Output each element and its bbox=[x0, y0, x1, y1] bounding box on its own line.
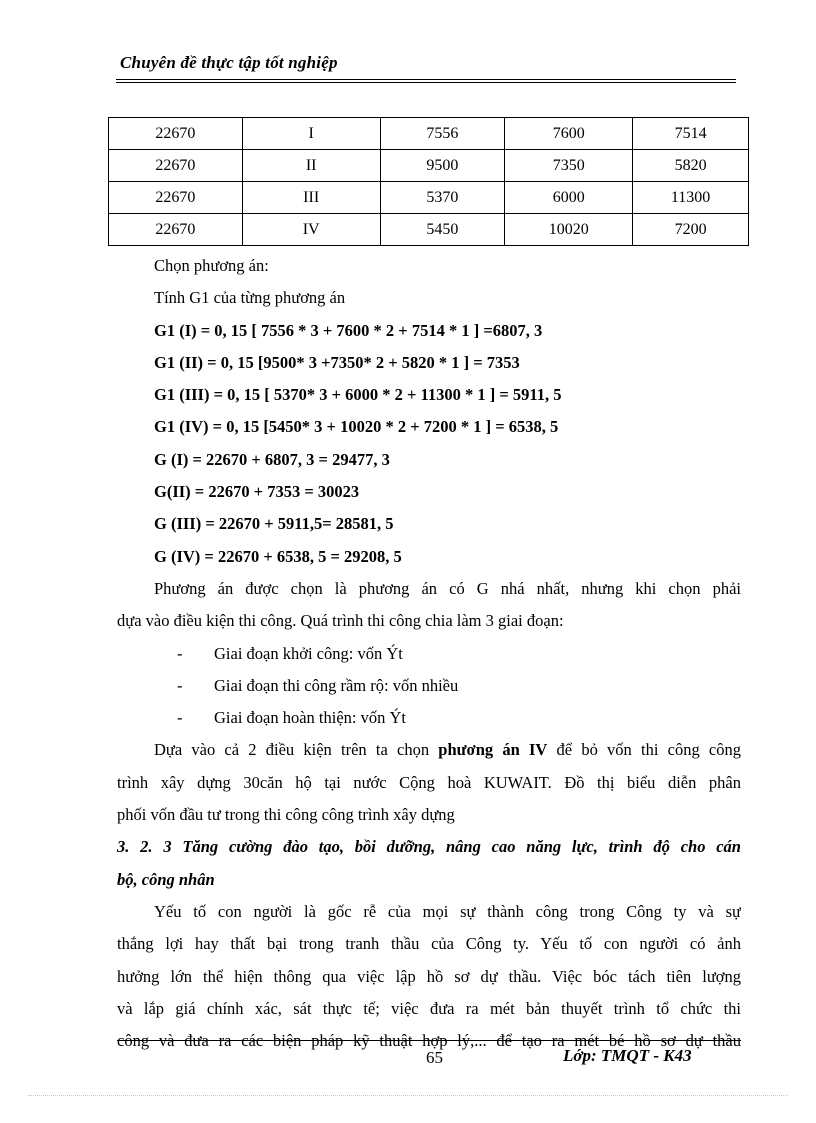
table-cell: 22670 bbox=[109, 182, 243, 214]
table-cell: 5450 bbox=[380, 214, 505, 246]
list-item bbox=[117, 670, 741, 702]
decision-text-end: để bỏ vốn thi công công bbox=[547, 740, 741, 760]
table-row bbox=[109, 118, 749, 150]
table-cell: 7350 bbox=[505, 150, 633, 182]
section-heading-line-2: bộ, công nhân bbox=[117, 869, 215, 889]
decision-text-start: Dựa vào cả 2 điều kiện trên ta chọn bbox=[154, 740, 439, 760]
table-cell: 10020 bbox=[505, 214, 633, 246]
table-cell: 7514 bbox=[633, 118, 749, 150]
paragraph-people-line-4: và lắp giá chính xác, sát thực tế; việc đưa ra mét bản thuyết trình tổ chức thi bbox=[117, 998, 741, 1018]
table-row bbox=[109, 150, 749, 182]
paragraph-people-line-5: công và đưa ra các biện pháp kỹ thuật hợp lý,... để tạo ra mét bé hồ sơ dự thầu bbox=[117, 1031, 741, 1051]
table-cell: 11300 bbox=[633, 182, 749, 214]
formula-g1-ii: G1 (II) = 0, 15 [9500* 3 +7350* 2 + 5820 * 1 ] = 7353 bbox=[154, 352, 520, 372]
table-cell: 9500 bbox=[380, 150, 505, 182]
list-dash: - bbox=[177, 708, 183, 728]
table-cell: 6000 bbox=[505, 182, 633, 214]
formula-g1-iv: G1 (IV) = 0, 15 [5450* 3 + 10020 * 2 + 7200 * 1 ] = 6538, 5 bbox=[154, 417, 559, 437]
header-rule-bottom bbox=[116, 82, 736, 83]
table-cell: 22670 bbox=[109, 214, 243, 246]
paragraph-decision-line-1 bbox=[117, 734, 741, 766]
table-row bbox=[109, 214, 749, 246]
table-row bbox=[109, 182, 749, 214]
paragraph-decision-line-3: phối vốn đầu tư trong thi công công trình xây dựng bbox=[117, 805, 455, 825]
page-header-title: Chuyên đề thực tập tốt nghiệp bbox=[120, 53, 338, 72]
table-cell: IV bbox=[242, 214, 380, 246]
paragraph-choose: Chọn phương án: bbox=[154, 256, 269, 275]
list-item bbox=[117, 638, 741, 670]
formula-g-i: G (I) = 22670 + 6807, 3 = 29477, 3 bbox=[154, 449, 390, 469]
formula-g1-i: G1 (I) = 0, 15 [ 7556 * 3 + 7600 * 2 + 7514 * 1 ] =6807, 3 bbox=[154, 320, 543, 340]
header-rule-top bbox=[116, 79, 736, 80]
list-item bbox=[117, 702, 741, 734]
table-cell: 5820 bbox=[633, 150, 749, 182]
table-cell: 7600 bbox=[505, 118, 633, 150]
paragraph-decision-line-2: trình xây dựng 30căn hộ tại nước Cộng hoà KUWAIT. Đồ thị biểu diễn phân bbox=[117, 772, 741, 792]
paragraph-selection-line-1: Phương án được chọn là phương án có G nhá nhất, nhưng khi chọn phải bbox=[154, 578, 741, 598]
paragraph-calc-intro: Tính G1 của từng phương án bbox=[154, 288, 346, 308]
table-cell: I bbox=[242, 118, 380, 150]
formula-g-ii: G(II) = 22670 + 7353 = 30023 bbox=[154, 482, 360, 502]
decision-option-bold: phương án IV bbox=[438, 740, 548, 760]
section-heading-line-1: 3. 2. 3 Tăng cường đào tạo, bồi dưỡng, nâng cao năng lực, trình độ cho cán bbox=[117, 837, 741, 857]
table-cell: III bbox=[242, 182, 380, 214]
investment-table bbox=[108, 117, 749, 246]
table-cell: 7200 bbox=[633, 214, 749, 246]
table-cell: II bbox=[242, 150, 380, 182]
formula-g1-iii: G1 (III) = 0, 15 [ 5370* 3 + 6000 * 2 + 11300 * 1 ] = 5911, 5 bbox=[154, 385, 562, 405]
table-cell: 22670 bbox=[109, 150, 243, 182]
list-item-text: Giai đoạn khởi công: vốn Ýt bbox=[214, 643, 403, 663]
paragraph-people-line-3: hưởng lớn thể hiện thông qua việc lập hồ sơ dự thầu. Việc bóc tách tiên lượng bbox=[117, 966, 741, 986]
table-cell: 22670 bbox=[109, 118, 243, 150]
list-dash: - bbox=[177, 675, 183, 695]
list-dash: - bbox=[177, 643, 183, 663]
paragraph-selection-line-2: dựa vào điều kiện thi công. Quá trình thi công chia làm 3 giai đoạn: bbox=[117, 611, 564, 631]
page-number: 65 bbox=[426, 1048, 443, 1067]
footer-class-label: Lớp: TMQT - K43 bbox=[563, 1046, 692, 1065]
table-cell: 7556 bbox=[380, 118, 505, 150]
formula-g-iii: G (III) = 22670 + 5911,5= 28581, 5 bbox=[154, 514, 394, 534]
list-item-text: Giai đoạn hoàn thiện: vốn Ýt bbox=[214, 708, 407, 728]
list-item-text: Giai đoạn thi công rầm rộ: vốn nhiều bbox=[214, 675, 459, 695]
document-body bbox=[117, 250, 741, 1057]
formula-g-iv: G (IV) = 22670 + 6538, 5 = 29208, 5 bbox=[154, 546, 402, 566]
page-bottom-border bbox=[28, 1095, 788, 1096]
table-cell: 5370 bbox=[380, 182, 505, 214]
paragraph-people-line-2: thắng lợi hay thất bại trong tranh thầu của Công ty. Yếu tố con người có ảnh bbox=[117, 934, 741, 954]
paragraph-people-line-1: Yếu tố con người là gốc rễ của mọi sự thành công trong Công ty và sự bbox=[154, 901, 741, 921]
